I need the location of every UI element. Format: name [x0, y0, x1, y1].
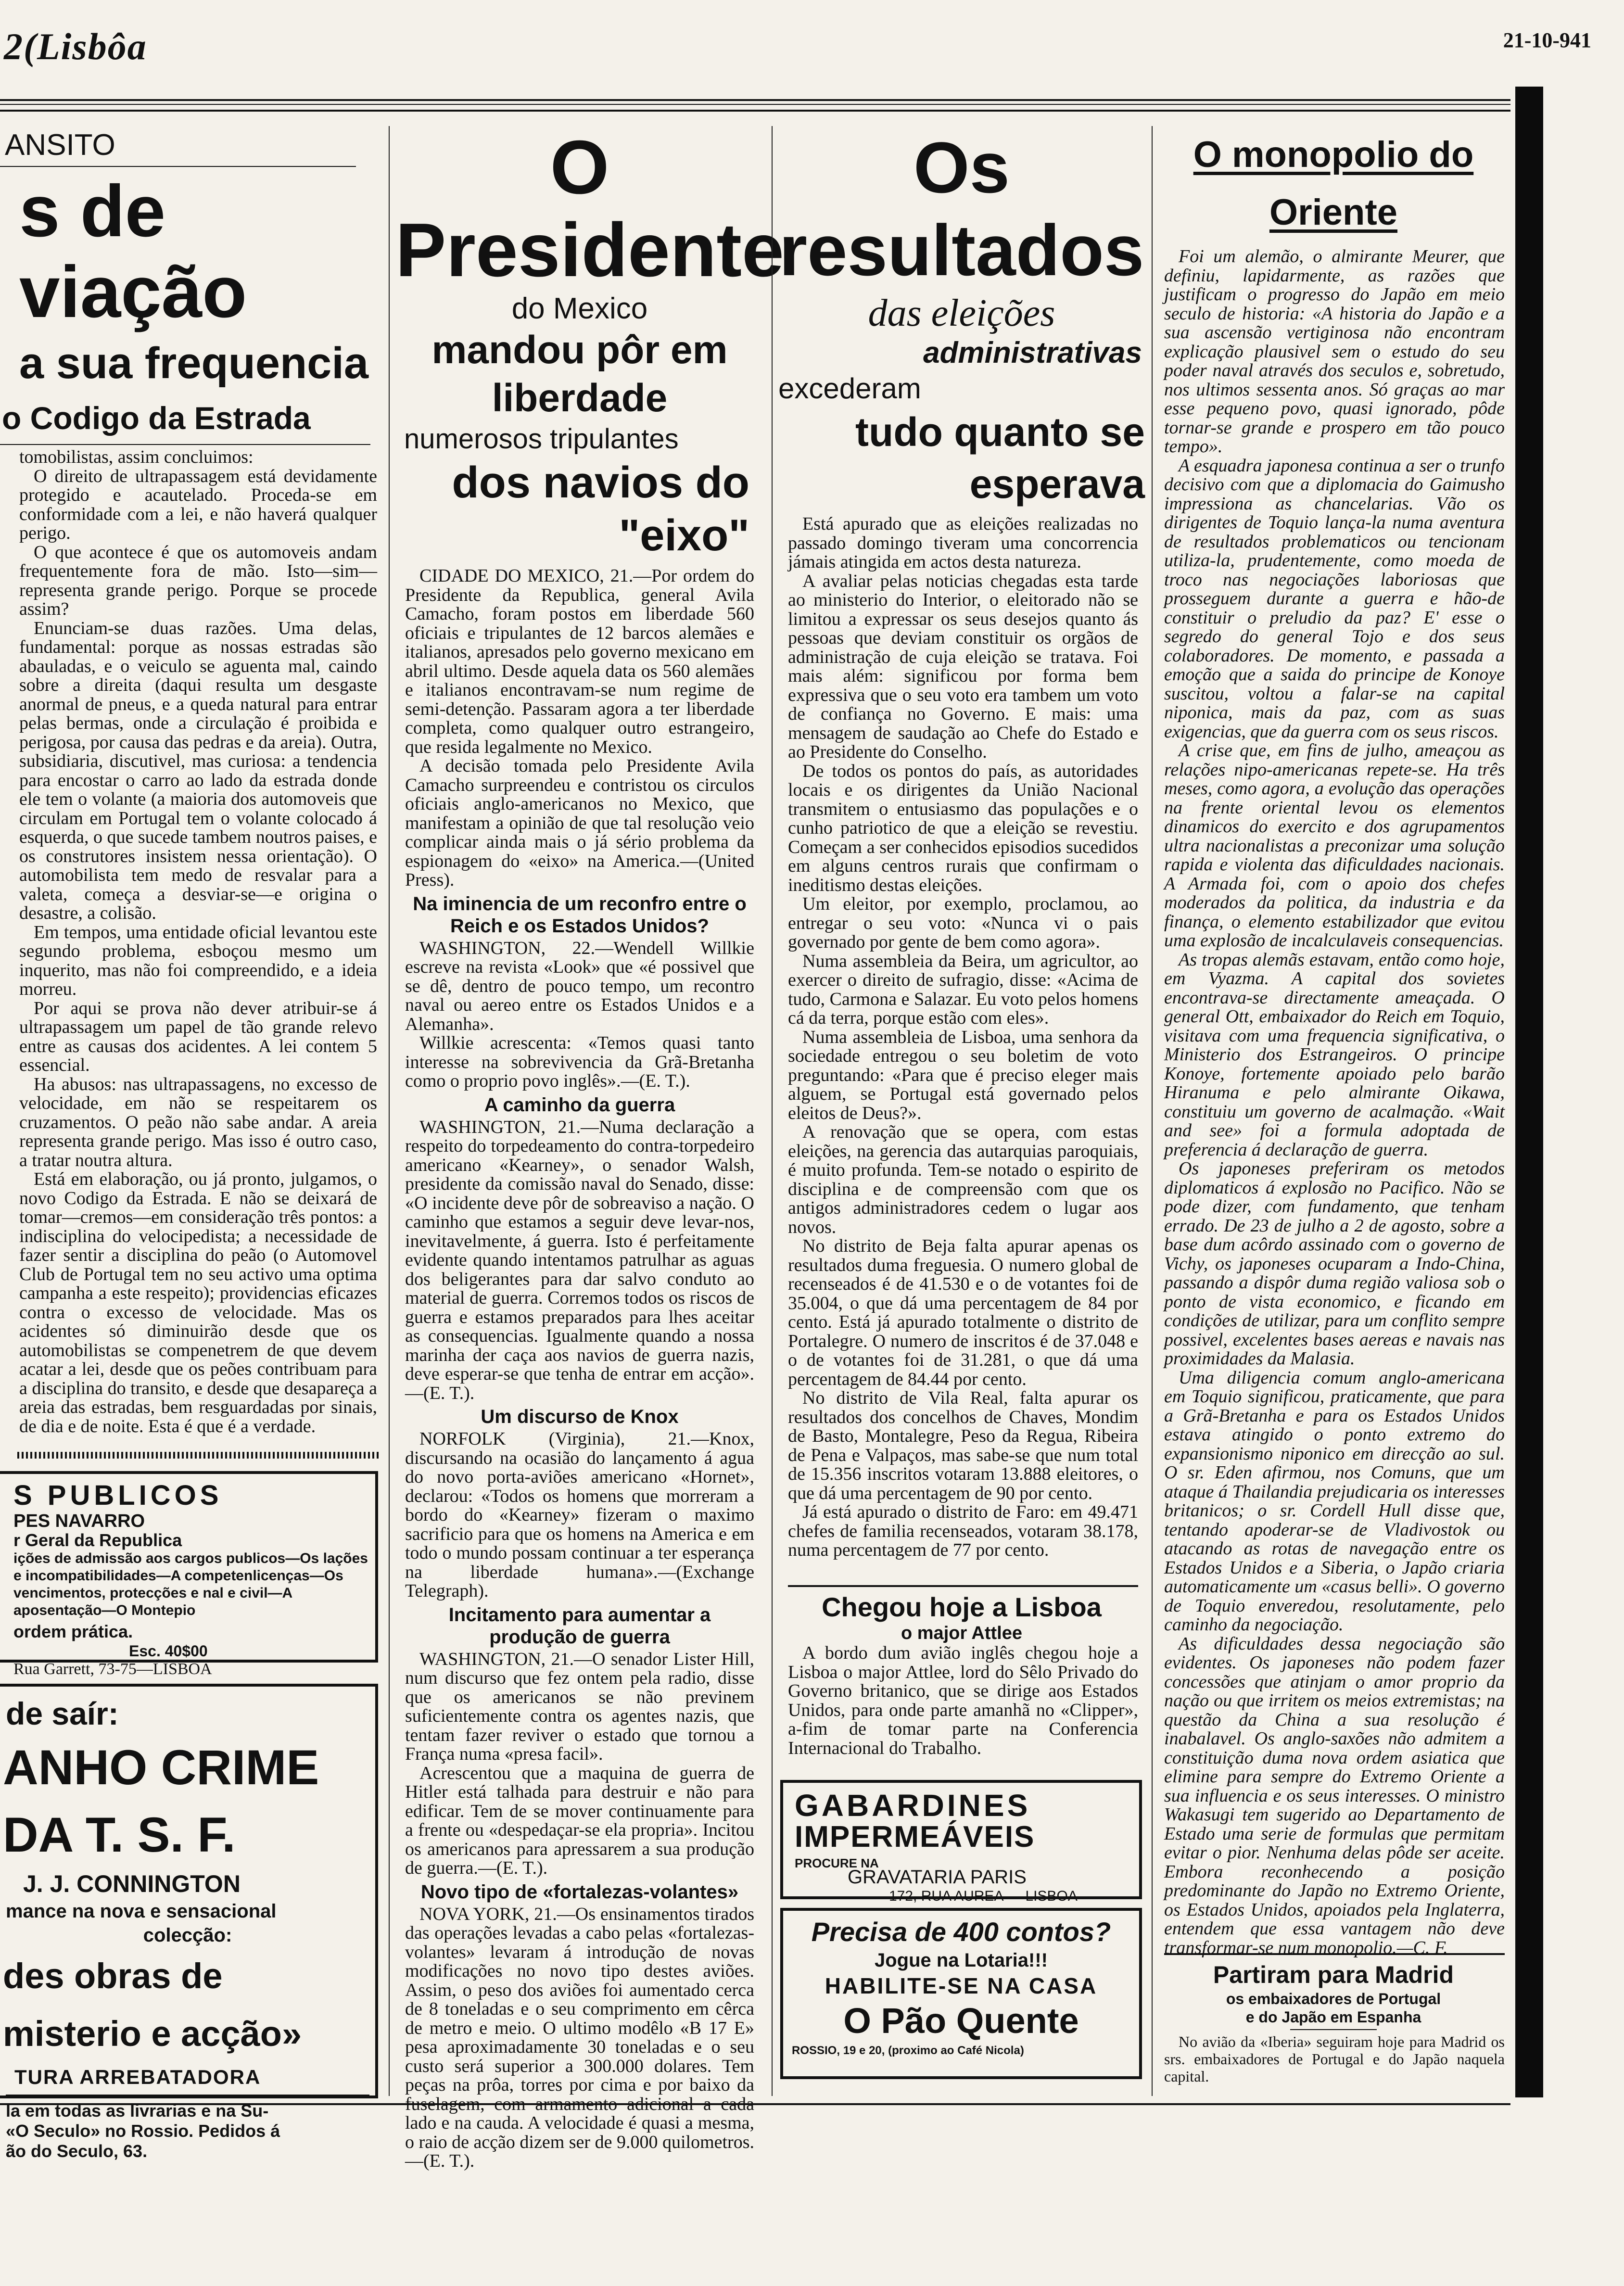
col3-paragraph: Numa assembleia de Lisboa, uma senhora da sociedade entregou o seu boletim de voto preguntando: «Para que é preciso eleger mais alguem, se Portugal está governado pelos eleitos de Deus?». — [788, 1027, 1138, 1123]
col3-paragraph: Já está apurado o distrito de Faro: em 49.471 chefes de familia recenseados, votaram 38.178, numa percentagem de 77 por cento. — [788, 1502, 1138, 1560]
column-1 — [0, 126, 380, 1436]
col3-deck-2: administrativas — [923, 336, 1142, 369]
col3-story2-body: A bordo dum avião inglês chegou hoje a Lisboa o major Attlee, lord do Sêlo Privado do Governo britanico, que se dirige aos Estados Unidos, para onde parte amanhã no «Clipper», a-fim de tomar parte na Conferencia Internacional do Trabalho. — [788, 1643, 1138, 1758]
col1-paragraph: O direito de ultrapassagem está devidamente protegido e acautelado. Proceda-se em conformidade com a lei, e não haverá qualquer perigo. — [19, 466, 377, 543]
col1-headline: s de viação — [19, 170, 247, 333]
ad-gabardines-address: 172, RUA AUREA — LISBOA — [889, 1888, 1078, 1904]
ad-gabardines-line-1: GABARDINES — [795, 1788, 1031, 1823]
ad2-footer: «O Seculo» no Rossio. Pedidos á — [6, 2121, 280, 2141]
ad-gabardines-procure: PROCURE NA — [795, 1856, 879, 1870]
col1-paragraph: O que acontece é que os automoveis andam frequentemente fora de mão. Isto—sim—representa grande perigo. Porque se procede assim? — [19, 542, 377, 619]
col2-subhead: Novo tipo de «fortalezas-volantes» — [420, 1881, 739, 1903]
masthead-date: 21-10-941 — [1503, 28, 1591, 52]
ad2-series: des obras de misterio e acção» — [3, 1956, 302, 2054]
col2-paragraph: Acrescentou que a maquina de guerra de Hitler está talhada para destruir e não para edificar. Tem de se mover continuamente para a frente ou «despedaçar-se ela propria». Incitou os americanos para apressarem a sua produção de guerra.—(E. T.). — [405, 1763, 754, 1878]
ad-lottery-line-1: Precisa de 400 contos? — [811, 1917, 1111, 1947]
col1-paragraph: Enunciam-se duas razões. Uma delas, fundamental: porque as nossas estradas são abauladas, e o veiculo se aguenta mal, caindo sobre a direita (daqui resulta um desgaste anormal de pneus, e a queda natural para entrar pelas bermas, onde a circulação é proibida e perigosa, por causa das pedras e da areia). Outra, subsidiaria, discutivel, mas curiosa: a tendencia para encostar o carro ao lado da estrada donde ele tem o volante (a maioria dos automoveis que circulam em Portugal tem o volante colocado á esquerda, o que sucede tambem noutros paises, e os construtores insistem nessa orientação). O automobilista tem medo de resvalar para a valeta, começa a desviar-se—e origina o desastre, a colisão. — [19, 618, 377, 923]
col3-attlee-story — [778, 1585, 1145, 1758]
col4-story2-deck-1: os embaixadores de Portugal — [1226, 1990, 1441, 2007]
col2-subhead: Um discurso de Knox — [481, 1406, 679, 1427]
ad-lottery-line-2: Jogue na Lotaria!!! — [874, 1950, 1048, 1971]
col3-paragraph: De todos os pontos do país, as autoridades locais e os dirigentes da União Nacional transmitem o entusiasmo das populações e o cunho patriotico de que a eleição se revestiu. Começam a ser conhecidos episodios sucedidos em alguns centros rurais que confirmam o ineditismo destas eleições. — [788, 761, 1138, 895]
col1-ad-legal-book — [0, 1471, 378, 1678]
col3-story2-headline: Chegou hoje a Lisboa — [822, 1592, 1102, 1622]
col4-paragraph: Foi um alemão, o almirante Meurer, que definiu, lapidarmente, as razões que justificam o progresso do Japão em meio seculo de historia: «A historia do Japão e a sua ascensão vertiginosa não encontram explicação plausivel sem o estudo do seu poder naval através dos seculos e, sobretudo, nos ultimos sessenta anos. Só graças ao mar esse pequeno povo, quasi ignorado, pôde tornar-se grande e prospero em tão pouco tempo». — [1164, 246, 1505, 457]
ad-gabardines-shop: GRAVATARIA PARIS — [848, 1867, 1027, 1888]
col2-paragraph: NOVA YORK, 21.—Os ensinamentos tirados das operações levadas a cabo pelas «fortalezas-volantes» levaram á introdução de novas modificações no novo tipo destes aviões. Assim, o peso dos aviões foi aumentado cerca de 8 toneladas e o seu comprimento em cêrca de metro e meio. O ultimo modêlo «B 17 E» pesa aproximadamente 30 toneladas e o seu custo será superior a 300.000 dolares. Tem peças na prôa, torres por cima e por baixo da fuselagem, com armamento adicional a cada lado e na cauda. A velocidade é quasi a mesma, o raio de acção dizem ser de 9.000 quilometros.—(E. T.). — [405, 1904, 754, 2171]
page-bottom-rule — [0, 2103, 1510, 2105]
col2-paragraph: WASHINGTON, 22.—Wendell Willkie escreve na revista «Look» que «é possivel que se dê, dentro de pouco tempo, um recontro naval ou aereo entre os Estados Unidos e a Alemanha». — [405, 938, 754, 1034]
col4-paragraph: As dificuldades dessa negociação são evidentes. Os japoneses não podem fazer concessões que atinjam o amor proprio da nação ou que irritem os meios extremistas; na questão da China a sua resolução é inabalavel. Os anglo-saxões não admitem a constituição duma nova ordem asiatica que elimine para sempre do Extremo Oriente a sua influencia e os seus interesses. O ministro Wakasugi tem sugerido ao Departamento de Estado uma serie de formulas que permitam evitar o pior. Nenhuma delas pôde ser aceite. Embora reconhecendo a posição predominante do Japão no Extremo Oriente, os Estados Unidos, apoiados pela Inglaterra, entendem que essa vantagem não deve transformar-se num monopolio.—C. F. — [1164, 1633, 1505, 1958]
col2-paragraph: WASHINGTON, 21.—Numa declaração a respeito do torpedeamento do contra-torpedeiro americano «Kearney», o senador Walsh, presidente da comissão naval do Senado, disse: «O incidente deve pôr de sobreaviso a nação. O caminho que estamos a seguir deve levar-nos, inevitavelmente, á guerra. Isto é perfeitamente evidente quando intentamos patrulhar as aguas dos beligerantes para dar salvo conduto ao material de guerra. Corremos todos os riscos de guerra e estamos preparados para lhes aceitar as consequencias. Igualmente quando a nossa marinha der caça aos navios de guerra nazis, deve esperar-se que tenha de entrar em acção».—(E. T.). — [405, 1117, 754, 1403]
masthead-rule-top — [0, 99, 1510, 101]
ad2-author: J. J. CONNINGTON — [23, 1870, 241, 1897]
ad2-book-title: ANHO CRIME DA T. S. F. — [3, 1740, 319, 1862]
col2-subhead: A caminho da guerra — [484, 1094, 675, 1116]
col2-paragraph: CIDADE DO MEXICO, 21.—Por ordem do Presidente da Republica, general Avila Camacho, foram postos em liberdade 560 oficiais e tripulantes de 12 barcos alemães e italianos, apresados pelo governo mexicano em abril ultimo. Desde aquela data os 560 alemães e italianos encontravam-se num regime de semi-detenção. Passaram agora a ter liberdade completa, como qualquer outro estrangeiro, que resida legalmente no Mexico. — [405, 566, 754, 757]
ad-gabardines-line-2: IMPERMEÁVEIS — [795, 1820, 1035, 1854]
ad2-rule — [6, 2095, 369, 2096]
ad-lottery-line-3: HABILITE-SE NA CASA — [825, 1973, 1098, 1998]
col3-story2-rule — [788, 1585, 1138, 1587]
col1-paragraph: tomobilistas, assim concluimos: — [19, 447, 254, 467]
col4-paragraph: A esquadra japonesa continua a ser o trunfo decisivo com que a diplomacia do Gaimusho impressiona as chancelarias. Vão os dirigentes de Toquio lança-la numa aventura de resultados problematicos ou tencionam utiliza-la, prudentemente, como moeda de troco nas negociações laboriosas que prosseguem durante a guerra e hão-de constituir o preludio da paz? E' esse o segredo do general Tojo e dos seus colaboradores. De momento, e passada a emoção que a saida do principe de Konoye suscitou, voltou a falar-se na capital niponica, mais da paz, com as suas exigencias, que da guerra com os seus riscos. — [1164, 455, 1505, 742]
col2-paragraph: Willkie acrescenta: «Temos quasi tanto interesse na sobrevivencia da Grã-Bretanha como o proprio povo inglês».—(E. T.). — [405, 1033, 754, 1091]
col4-paragraph: A crise que, em fins de julho, ameaçou as relações nipo-americanas repete-se. Ha três meses, como agora, a evolução das operações na frente oriental levou os elementos dinamicos do exercito e dos agrupamentos ultra nacionalistas a preconizar uma solução rapida e violenta das dificuldades nacionais. A Armada foi, com o apoio dos chefes moderados da politica, da industria e da finança, o elemento estabilizador que evitou uma explosão de incalculaveis consequencias. — [1164, 740, 1505, 951]
col3-ad-gabardines — [780, 1780, 1142, 1904]
col4-paragraph: As tropas alemãs estavam, então como hoje, em Vyazma. A capital dos sovietes encontrava-se directamente ameaçada. O general Ott, embaixador do Reich em Toquio, visitava com uma frequencia significativa, o Ministerio dos Estrangeiros. O principe Konoye, fortemente apoiado pelo barão Hiranuma e pelo almirante Oikawa, constituiu um governo de acalmação. «Wait and see» foi a formula adoptada de preferencia á declaração de guerra. — [1164, 949, 1505, 1160]
col3-ad-lottery — [780, 1908, 1142, 2079]
col4-story2-short-rule — [1290, 2029, 1377, 2030]
col3-deck-1: das eleições — [868, 292, 1055, 334]
right-margin-bar — [1515, 87, 1543, 2097]
col2-deck-2: mandou pôr em liberdade — [431, 328, 728, 420]
col3-paragraph: Numa assembleia da Beira, um agricultor, ao exercer o direito de sufragio, disse: «Acima de tudo, Carmona e Salazar. Eu voto pelos homens cá da terra, porque estão com eles». — [788, 951, 1138, 1028]
col3-paragraph: Está apurado que as eleições realizadas no passado domingo tiveram uma concorrencia jámais atingida em actos desta natureza. — [788, 514, 1138, 572]
col1-paragraph: Por aqui se prova não dever atribuir-se á ultrapassagem um papel de tão grande relevo entre as causas dos acidentes. A lei contem 5 essencial. — [19, 998, 377, 1075]
col1-paragraph: Está em elaboração, ou já pronto, julgamos, o novo Codigo da Estrada. E não se deixará de tomar—cremos—em consideração três pontos: a indisciplina do velocipedista; a necessidade de fazer sentir a disciplina do peão (o Automovel Club de Portugal tem no seu activo uma optima campanha a este respeito); providencias eficazes contra o excesso de velocidade. Mas os acidentes só diminuirão desde que os automobilistas se compenetrem de que devem acatar a lei, desde que os peões contribuam para a disciplina do transito, e desde que desapareça a areia das estradas, bem resguardadas por sinais, de dia e de noite. Esta é que é a verdade. — [19, 1169, 377, 1436]
col1-deck-rule — [0, 444, 370, 445]
ad2-publisher: TURA ARREBATADORA — [14, 2066, 261, 2088]
col4-story2-rule — [1164, 1953, 1505, 1955]
ad1-line: r Geral da Republica — [13, 1530, 182, 1550]
ad2-line-2: colecção: — [143, 1925, 232, 1946]
col1-deck-1: a sua frequencia — [19, 339, 369, 388]
masthead-rule-bottom — [0, 110, 1510, 112]
col2-paragraph: A decisão tomada pelo Presidente Avila Camacho surpreendeu e contristou os circulos oficiais anglo-americanos no Mexico, que manifestam a opinião de que tal resolução veio complicar ainda mais o já sério problema da espionagem do «eixo» na America.—(United Press). — [405, 756, 754, 890]
ad2-line-1: mance na nova e sensacional — [6, 1901, 277, 1922]
ad1-body: ições de admissão aos cargos publicos—Os lações e incompatibilidades—A competenlicenças—Os vencimentos, protecções e nal e civil—A aposentação—O Montepio — [13, 1550, 368, 1618]
ad1-practice: ordem prática. — [13, 1622, 133, 1641]
ad2-title: de saír: — [6, 1696, 119, 1731]
col2-deck-3: numerosos tripulantes — [404, 423, 679, 455]
col1-deck-2: o Codigo da Estrada — [2, 400, 311, 436]
col4-story2-body: No avião da «Iberia» seguiram hoje para Madrid os srs. embaixadores de Portugal e do Japão naquela capital. — [1164, 2033, 1505, 2085]
masthead-name: 2(Lisbôa — [4, 25, 147, 67]
column-2 — [395, 125, 784, 2171]
col3-deck-4: tudo quanto se esperava — [855, 409, 1145, 507]
col1-ad-novel — [0, 1684, 378, 2161]
ad2-footer: la em todas as livrarias e na Su- — [6, 2101, 269, 2121]
col4-story2-headline: Partiram para Madrid — [1213, 1961, 1454, 1988]
col2-subhead: Incitamento para aumentar a produção de guerra — [448, 1604, 711, 1648]
ad1-title: S PUBLICOS — [13, 1480, 223, 1511]
column-rule-1 — [389, 126, 390, 2096]
col2-deck-1: do Mexico — [511, 292, 648, 325]
col3-paragraph: Um eleitor, por exemplo, proclamou, ao entregar o seu voto: «Nunca vi o pais governado por gente de bem como agora». — [788, 894, 1138, 952]
col3-paragraph: A renovação que se opera, com estas eleições, na gerencia das autarquias paroquiais, é muito profunda. Tem-se notado o espirito de disciplina e de compreensão com que os antigos administradores cedem o lugar aos novos. — [788, 1122, 1138, 1237]
col1-paragraph: Em tempos, uma entidade oficial levantou este segundo problema, esboçou mesmo um inquerito, mas não foi compreendido, e a ideia morreu. — [19, 922, 377, 999]
col4-story2-deck-2: e do Japão em Espanha — [1245, 2008, 1421, 2026]
col3-paragraph: No distrito de Beja falta apurar apenas os resultados duma freguesia. O numero global de recenseados é de 41.530 e o de votantes foi de 35.004, o que dá uma percentagem de 84 por cento. Está já apurado totalmente o distrito de Portalegre. O numero de inscritos é de 37.048 e o de votantes foi de 31.281, o que dá uma percentagem de 84.44 por cento. — [788, 1236, 1138, 1389]
col4-paragraph: Uma diligencia comum anglo-americana em Toquio significou, praticamente, que para a Grã-Bretanha e para os Estados Unidos estava atingido o ponto extremo do expansionismo niponico em direcção ao sul. O sr. Eden afirmou, nos Comuns, que um ataque á Thailandia prejudicaria os interesses britanicos; o sr. Cordell Hull disse que, tentando apoderar-se de Vladivostok ou atacando as rotas de navegação entre os Estados Unidos e a Siberia, o Japão criaria automaticamente um «casus belli». O governo de Toquio enveredou, resolutamente, pelo caminho da negociação. — [1164, 1367, 1505, 1635]
col3-deck-3: excederam — [778, 372, 921, 405]
ad-lottery-line-4: O Pão Quente — [843, 2001, 1079, 2041]
col3-story2-deck: o major Attlee — [901, 1623, 1022, 1643]
col1-paragraph: Ha abusos: nas ultrapassagens, no excesso de velocidade, em não se respeitarem os cruzamentos. O peão não sabe andar. A areia representa grande perigo. Mas isso é outro caso, a tratar noutra altura. — [19, 1074, 377, 1170]
column-4 — [1158, 126, 1509, 1957]
column-rule-3 — [1152, 126, 1153, 2096]
col2-deck-4: dos navios do "eixo" — [452, 458, 749, 560]
col2-headline: O Presidente — [395, 125, 784, 292]
ad-lottery-address: ROSSIO, 19 e 20, (proximo ao Café Nicola) — [792, 2044, 1024, 2057]
col2-paragraph: NORFOLK (Virginia), 21.—Knox, discursando na ocasião do lançamento á agua do novo porta-aviões americano «Hornet», declarou: «Todos os homens que morreram a bordo do «Kearney» fizeram o maximo sacrificio para que os homens na America e em todo o mundo possam continuar a ter esperança na liberdade humana».—(Exchange Telegraph). — [405, 1429, 754, 1601]
col4-madrid-story — [1158, 1953, 1509, 2085]
ad1-price: Esc. 40$00 — [129, 1642, 208, 1660]
col2-paragraph: WASHINGTON, 21.—O senador Lister Hill, num discurso que fez ontem pela radio, disse que os americanos se não previnem suficientemente contra os agentes nazis, que tentam fazer reviver o estado que tornou a França numa «presa facil». — [405, 1649, 754, 1764]
col2-subhead: Na iminencia de um reconfro entre o Reich e os Estados Unidos? — [413, 893, 747, 937]
ad2-footer: ão do Seculo, 63. — [6, 2141, 148, 2161]
col4-headline: O monopolio do Oriente — [1193, 134, 1474, 233]
col1-dotted-divider — [17, 1452, 379, 1459]
masthead-rule-mid — [0, 104, 1510, 105]
col3-paragraph: No distrito de Vila Real, falta apurar os resultados dos concelhos de Chaves, Mondim de Basto, Montalegre, Peso da Regua, Ribeira de Pena e Valpaços, mas sabe-se que num total de 15.356 inscritos votaram 13.888 eleitores, o que dá uma percentagem de 90 por cento. — [788, 1388, 1138, 1503]
col1-kicker-rule — [0, 166, 356, 167]
col1-kicker: ANSITO — [5, 128, 115, 162]
column-3 — [778, 126, 1145, 1560]
col3-headline: Os resultados — [779, 127, 1144, 291]
col4-paragraph: Os japoneses preferiram os metodos diplomaticos á explosão no Pacifico. Não se pode dizer, com fundamento, que tenham errado. De 23 de julho a 2 de agosto, sobre a base dum acôrdo assinado com o governo de Vichy, os japoneses ocuparam a Indo-China, passando a dispôr duma região valiosa sob o ponto de vista economico, e ficando em condições de utilizar, para um conflito sempre possivel, excelentes bases aereas e navais nas proximidades da Malasia. — [1164, 1158, 1505, 1369]
column-rule-2 — [772, 126, 773, 2096]
col3-paragraph: A avaliar pelas noticias chegadas esta tarde ao ministerio do Interior, o eleitorado não se limitou a expressar os seus desejos quanto ás pessoas que deviam constituir os orgãos de administração de cuja eleição se tratava. Foi mais além: significou por forma bem expressiva que o seu voto era tambem um voto de confiança no Governo. E mais: uma mensagem de saudação ao Chefe do Estado e ao Presidente do Conselho. — [788, 571, 1138, 762]
ad1-author: PES NAVARRO — [13, 1511, 145, 1531]
ad1-address: Rua Garrett, 73-75—LISBOA — [13, 1660, 212, 1678]
